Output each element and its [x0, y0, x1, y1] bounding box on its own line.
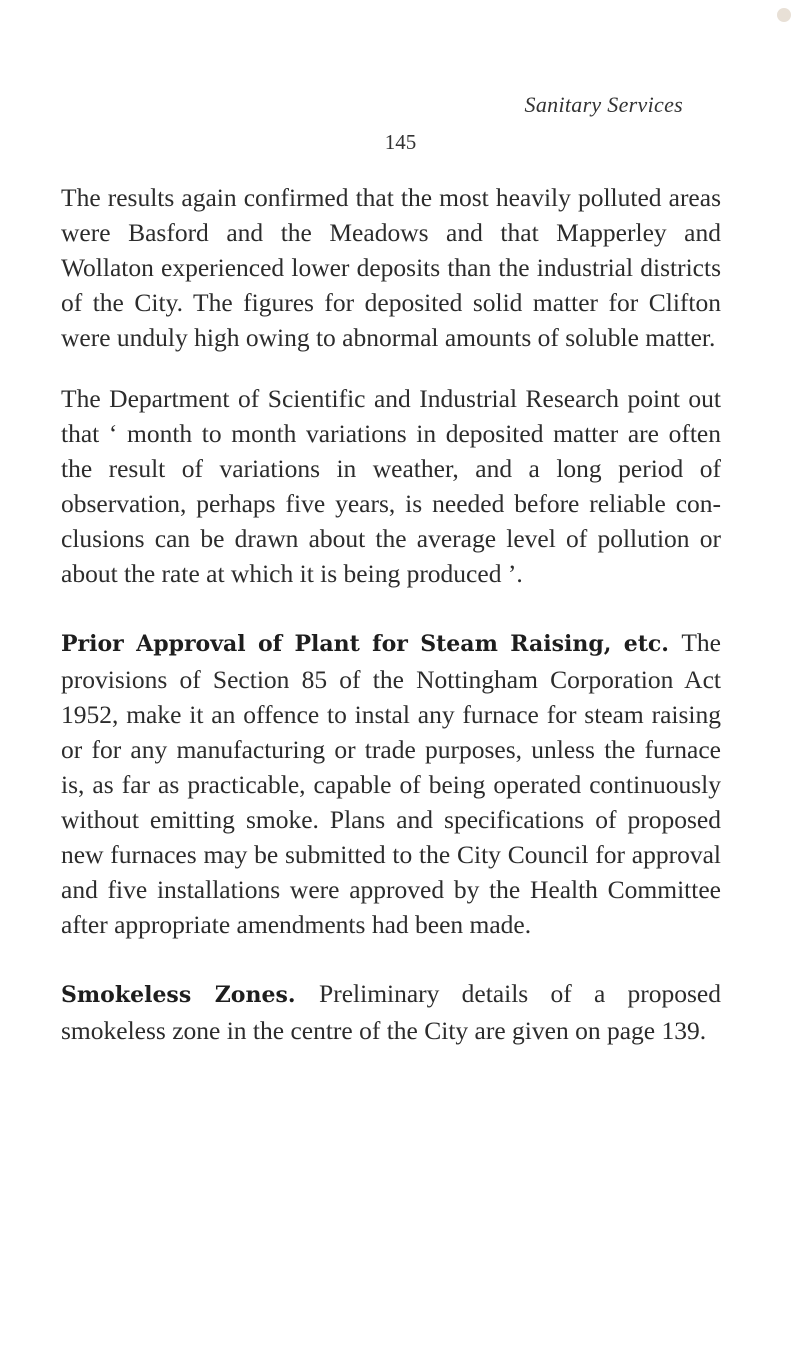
- paragraph-text: The provisions of Section 85 of the Nottingham Corporation Act 1952, make it an offence to instal any furnace for steam raising or for any manufacturing or trade purposes, unless the furnace is, as far as practicable, capable of being operated continuously without emitting smoke. Plans and specifications of proposed new furnaces may be submitted to the City Council for approval and five installations were approved by the Health Committee after appropriate amendments had been made.: [61, 628, 721, 939]
- body-text: [61, 180, 721, 1074]
- paragraph-text: Preliminary details of a proposed smokeless zone in the centre of the City are given on page 139.: [61, 979, 721, 1045]
- section-heading: Smokeless Zones.: [61, 982, 320, 1008]
- section-heading: Prior Approval of Plant for Steam Raising, etc.: [61, 631, 682, 657]
- paragraph-air-pollution-results: [61, 180, 721, 355]
- page-corner-mark: [777, 8, 791, 22]
- page-number: 145: [384, 130, 417, 154]
- paragraph-dsir-quote: [61, 381, 721, 591]
- paragraph-text: The results again confirmed that the most heavily polluted areas were Basford and the Meadows and that Mapperley and Wollaton experienced lower deposits than the industrial districts of the City. The figures for deposited solid matter for Clifton were unduly high owing to abnormal amounts of soluble matter.: [61, 183, 721, 352]
- running-title: Sanitary Services: [524, 92, 683, 117]
- paragraph-smokeless-zones: [61, 976, 721, 1048]
- paragraph-text: The Department of Scientific and Industrial Research point out that ‘ month to month variations in deposited matter are often the result of variations in weather, and a long period of observation, perhaps five years, is needed before reliable con- clusions can be drawn about the average level of pollution or about the rate at which it is being produced ’.: [61, 384, 721, 588]
- paragraph-prior-approval: [61, 625, 721, 942]
